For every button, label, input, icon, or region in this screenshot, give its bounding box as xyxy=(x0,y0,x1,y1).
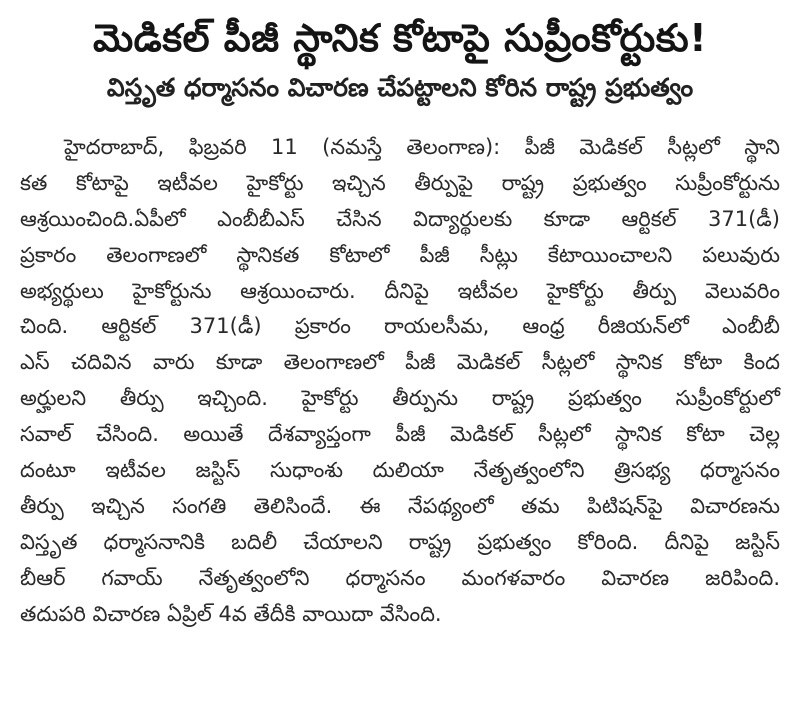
body-line: తదుపరి విచారణ ఏప్రిల్ 4వ తేదీకి వాయిదా వేసింది. xyxy=(20,601,442,626)
body-line: ఎస్ చదివిన వారు కూడా తెలంగాణలో పీజీ మెడికల్ సీట్లలో స్థానిక కోటా కింద xyxy=(20,350,780,375)
body-line: కత కోటాపై ఇటీవల హైకోర్టు ఇచ్చిన తీర్పుపై రాష్ట్ర ప్రభుత్వం సుప్రీంకోర్టును xyxy=(20,170,780,195)
body-line: ఆశ్రయించింది.ఏపీలో ఎంబీబీఎస్ చేసిన విద్యార్థులకు కూడా ఆర్టికల్ 371(డీ) xyxy=(20,206,780,231)
body-line: ప్రకారం తెలంగాణలో స్థానికత కోటాలో పీజీ సీట్లు కేటాయించాలని పలువురు xyxy=(20,242,780,267)
headline: మెడికల్ పీజీ స్థానిక కోటాపై సుప్రీంకోర్టుకు! xyxy=(92,16,708,60)
body-line: దంటూ ఇటీవల జస్టిస్ సుధాంశు దులియా నేతృత్వంలోని త్రిసభ్య ధర్మాసనం xyxy=(20,458,780,483)
article-body xyxy=(20,130,780,632)
body-line: విస్తృత ధర్మాసనానికి బదిలీ చేయాలని రాష్ట్ర ప్రభుత్వం కోరింది. దీనిపై జస్టిస్ xyxy=(20,529,780,554)
subheadline: విస్తృత ధర్మాసనం విచారణ చేపట్టాలని కోరిన రాష్ట్ర ప్రభుత్వం xyxy=(106,73,694,102)
body-line: బీఆర్ గవాయ్ నేతృత్వంలోని ధర్మాసనం మంగళవారం విచారణ జరిపింది. xyxy=(20,565,780,590)
body-line: చింది. ఆర్టికల్ 371(డీ) ప్రకారం రాయలసీమ, ఆంధ్ర రీజియన్‌లో ఎంబీబీ xyxy=(20,314,780,339)
body-line: హైదరాబాద్, ఫిబ్రవరి 11 (నమస్తే తెలంగాణ): పీజీ మెడికల్ సీట్లలో స్థాని xyxy=(64,135,780,159)
body-line: అర్హులని తీర్పు ఇచ్చింది. హైకోర్టు తీర్పును రాష్ట్ర ప్రభుత్వం సుప్రీంకోర్టులో xyxy=(20,386,780,411)
body-line: సవాల్ చేసింది. అయితే దేశవ్యాప్తంగా పీజీ మెడికల్ సీట్లలో స్థానిక కోటా చెల్ల xyxy=(20,422,780,447)
body-line: అభ్యర్థులు హైకోర్టును ఆశ్రయించారు. దీనిపై ఇటీవల హైకోర్టు తీర్పు వెలువరిం xyxy=(20,278,780,303)
body-line: తీర్పు ఇచ్చిన సంగతి తెలిసిందే. ఈ నేపథ్యంలో తమ పిటిషన్‌పై విచారణను xyxy=(20,493,780,518)
